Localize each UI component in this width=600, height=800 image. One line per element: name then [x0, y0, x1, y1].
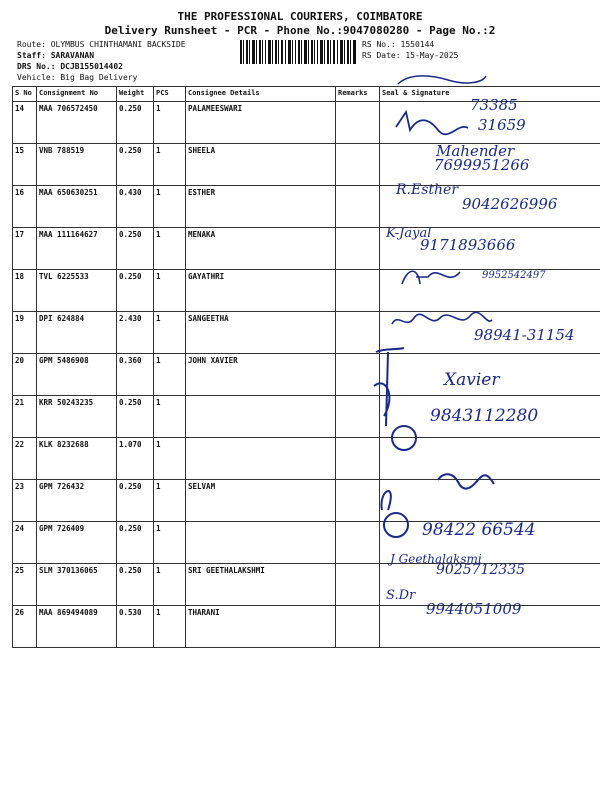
cell-consignment: MAA 869494089 — [37, 606, 117, 648]
handwritten-note: R.Esther — [396, 182, 459, 198]
handwritten-note: Xavier — [444, 370, 500, 390]
cell-pcs: 1 — [154, 396, 186, 438]
cell-consignment: MAA 706572450 — [37, 102, 117, 144]
cell-weight: 0.250 — [117, 228, 154, 270]
cell-consignee: SRI GEETHALAKSHMI — [186, 564, 336, 606]
cell-consignee: GAYATHRI — [186, 270, 336, 312]
cell-consignee — [186, 522, 336, 564]
table-row — [13, 438, 600, 480]
cell-pcs: 1 — [154, 480, 186, 522]
cell-consignee: THARANI — [186, 606, 336, 648]
cell-remarks — [336, 270, 380, 312]
staff-label: Staff: SARAVANAN — [17, 51, 95, 60]
cell-sno: 14 — [13, 102, 37, 144]
company-title: THE PROFESSIONAL COURIERS, COIMBATORE — [177, 10, 423, 23]
col-header-remarks: Remarks — [336, 87, 380, 102]
handwritten-note: S.Dr — [386, 588, 416, 603]
cell-consignee — [186, 396, 336, 438]
cell-consignee: SHEELA — [186, 144, 336, 186]
cell-remarks — [336, 564, 380, 606]
cell-sno: 21 — [13, 396, 37, 438]
route-label: Route: OLYMBUS CHINTHAMANI BACKSIDE — [17, 40, 186, 49]
cell-consignment: KLK 8232688 — [37, 438, 117, 480]
cell-pcs: 1 — [154, 102, 186, 144]
cell-pcs: 1 — [154, 564, 186, 606]
cell-remarks — [336, 144, 380, 186]
cell-remarks — [336, 480, 380, 522]
cell-consignee: PALAMEESWARI — [186, 102, 336, 144]
table-row — [13, 354, 600, 396]
handwritten-note: 98941-31154 — [474, 326, 575, 344]
cell-sno: 26 — [13, 606, 37, 648]
cell-remarks — [336, 228, 380, 270]
cell-consignee: JOHN XAVIER — [186, 354, 336, 396]
handwritten-note: 9944051009 — [426, 600, 522, 618]
handwritten-note: K-Jayal — [386, 226, 432, 241]
signature-scribble — [398, 262, 468, 292]
cell-sno: 24 — [13, 522, 37, 564]
cell-weight: 0.250 — [117, 144, 154, 186]
rs-number: RS No.: 1550144 — [362, 40, 435, 49]
cell-weight: 2.430 — [117, 312, 154, 354]
cell-consignee: MENAKA — [186, 228, 336, 270]
cell-consignee — [186, 438, 336, 480]
cell-remarks — [336, 102, 380, 144]
handwritten-note: 9042626996 — [462, 195, 558, 213]
barcode — [240, 40, 356, 64]
rs-date: RS Date: 15-May-2025 — [362, 51, 459, 60]
cell-weight: 0.530 — [117, 606, 154, 648]
cell-weight: 0.250 — [117, 102, 154, 144]
cell-sno: 16 — [13, 186, 37, 228]
cell-remarks — [336, 606, 380, 648]
cell-consignment: SLM 370136065 — [37, 564, 117, 606]
cell-sno: 19 — [13, 312, 37, 354]
cell-remarks — [336, 522, 380, 564]
cell-consignment: KRR 50243235 — [37, 396, 117, 438]
signature-scribble — [388, 72, 498, 142]
cell-remarks — [336, 186, 380, 228]
handwritten-note: 7699951266 — [434, 156, 530, 174]
cell-pcs: 1 — [154, 270, 186, 312]
cell-weight: 0.360 — [117, 354, 154, 396]
cell-consignment: GPM 726432 — [37, 480, 117, 522]
cell-pcs: 1 — [154, 522, 186, 564]
handwritten-note: 73385 — [470, 96, 518, 114]
cell-pcs: 1 — [154, 606, 186, 648]
cell-pcs: 1 — [154, 186, 186, 228]
drs-label: DRS No.: DCJB155014402 — [17, 62, 123, 71]
cell-sno: 22 — [13, 438, 37, 480]
cell-weight: 0.250 — [117, 564, 154, 606]
handwritten-note: 98422 66544 — [422, 520, 536, 540]
cell-pcs: 1 — [154, 228, 186, 270]
cell-weight: 0.430 — [117, 186, 154, 228]
cell-sno: 17 — [13, 228, 37, 270]
cell-consignee: ESTHER — [186, 186, 336, 228]
handwritten-note: 9171893666 — [420, 236, 516, 254]
cell-weight: 0.250 — [117, 522, 154, 564]
col-header-sno: S No — [13, 87, 37, 102]
cell-pcs: 1 — [154, 312, 186, 354]
cell-consignment: GPM 5486908 — [37, 354, 117, 396]
handwritten-note: 9025712335 — [436, 562, 526, 578]
cell-consignment: MAA 111164627 — [37, 228, 117, 270]
handwritten-note: Mahender — [436, 142, 515, 160]
cell-sno: 18 — [13, 270, 37, 312]
vehicle-label: Vehicle: Big Bag Delivery — [17, 73, 138, 82]
cell-consignment: GPM 726409 — [37, 522, 117, 564]
cell-weight: 0.250 — [117, 396, 154, 438]
cell-sno: 25 — [13, 564, 37, 606]
cell-weight: 0.250 — [117, 480, 154, 522]
table-row — [13, 480, 600, 522]
col-header-consignment: Consignment No — [37, 87, 117, 102]
cell-sno: 23 — [13, 480, 37, 522]
cell-pcs: 1 — [154, 144, 186, 186]
col-header-weight: Weight — [117, 87, 154, 102]
cell-sno: 15 — [13, 144, 37, 186]
col-header-pcs: PCS — [154, 87, 186, 102]
handwritten-note: 9952542497 — [482, 270, 546, 281]
handwritten-note: J Geethalaksmi — [390, 552, 482, 566]
cell-pcs: 1 — [154, 354, 186, 396]
cell-consignee: SELVAM — [186, 480, 336, 522]
cell-consignment: MAA 650630251 — [37, 186, 117, 228]
cell-pcs: 1 — [154, 438, 186, 480]
cell-consignment: DPI 624884 — [37, 312, 117, 354]
cell-consignment: VNB 788519 — [37, 144, 117, 186]
handwritten-note: 31659 — [478, 116, 526, 134]
cell-weight: 1.070 — [117, 438, 154, 480]
handwritten-note: 9843112280 — [430, 406, 539, 426]
cell-weight: 0.250 — [117, 270, 154, 312]
runsheet-subtitle: Delivery Runsheet - PCR - Phone No.:9047080280 - Page No.:2 — [104, 24, 496, 37]
bracket-mark — [366, 346, 426, 456]
cell-consignment: TVL 6225533 — [37, 270, 117, 312]
col-header-signature: Seal & Signature — [380, 87, 600, 102]
col-header-consignee: Consignee Details — [186, 87, 336, 102]
cell-sno: 20 — [13, 354, 37, 396]
cell-consignee: SANGEETHA — [186, 312, 336, 354]
